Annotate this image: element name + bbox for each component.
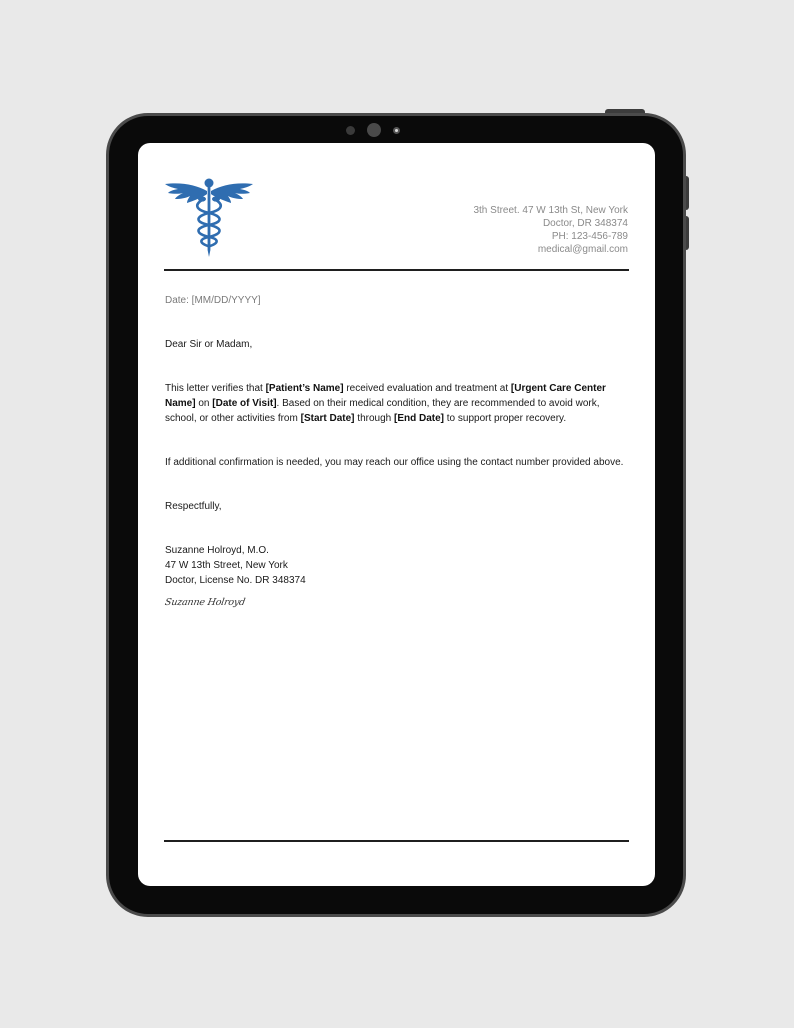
camera-flash-icon [393, 127, 400, 134]
letter-body [165, 293, 630, 610]
visit-date-placeholder: [Date of Visit] [212, 398, 277, 409]
center-name-placeholder: [Urgent Care Center Name] [165, 383, 606, 409]
camera-sensor-icon [346, 126, 355, 135]
signer-address: 47 W 13th Street, New York [165, 560, 288, 571]
body-text: to support proper recovery. [444, 413, 567, 424]
contact-block [473, 204, 628, 256]
email-address: medical@gmail.com [537, 244, 628, 255]
salutation: Dear Sir or Madam, [165, 339, 253, 350]
body-text: through [354, 413, 394, 424]
phone-number: PH: 123-456-789 [551, 231, 628, 242]
address-line-2: Doctor, DR 348374 [542, 218, 628, 229]
camera-lens-icon [367, 123, 381, 137]
letter-date: Date: [MM/DD/YYYY] [165, 295, 261, 306]
body-text: on [195, 398, 213, 409]
footer-divider [164, 840, 629, 842]
closing: Respectfully, [165, 501, 222, 512]
body-text: This letter verifies that [165, 383, 266, 394]
header-divider [164, 269, 629, 271]
patient-name-placeholder: [Patient’s Name] [265, 383, 344, 394]
body-paragraph-2: If additional confirmation is needed, you may reach our office using the contact number provided above. [165, 457, 624, 468]
body-text: . Based on their medical condition, they are recommended to avoid work, school, or other activities from [165, 398, 600, 424]
signer-license: Doctor, License No. DR 348374 [165, 575, 306, 586]
body-text: received evaluation and treatment at [343, 383, 511, 394]
end-date-placeholder: [End Date] [394, 413, 444, 424]
caduceus-icon [164, 177, 254, 259]
body-paragraph-1 [165, 381, 630, 426]
handwritten-signature: Suzanne Holroyd [164, 597, 246, 608]
signer-name: Suzanne Holroyd, M.O. [165, 545, 269, 556]
address-line-1: 3th Street. 47 W 13th St, New York [473, 205, 628, 216]
start-date-placeholder: [Start Date] [300, 413, 355, 424]
document-screen[interactable] [138, 143, 655, 886]
